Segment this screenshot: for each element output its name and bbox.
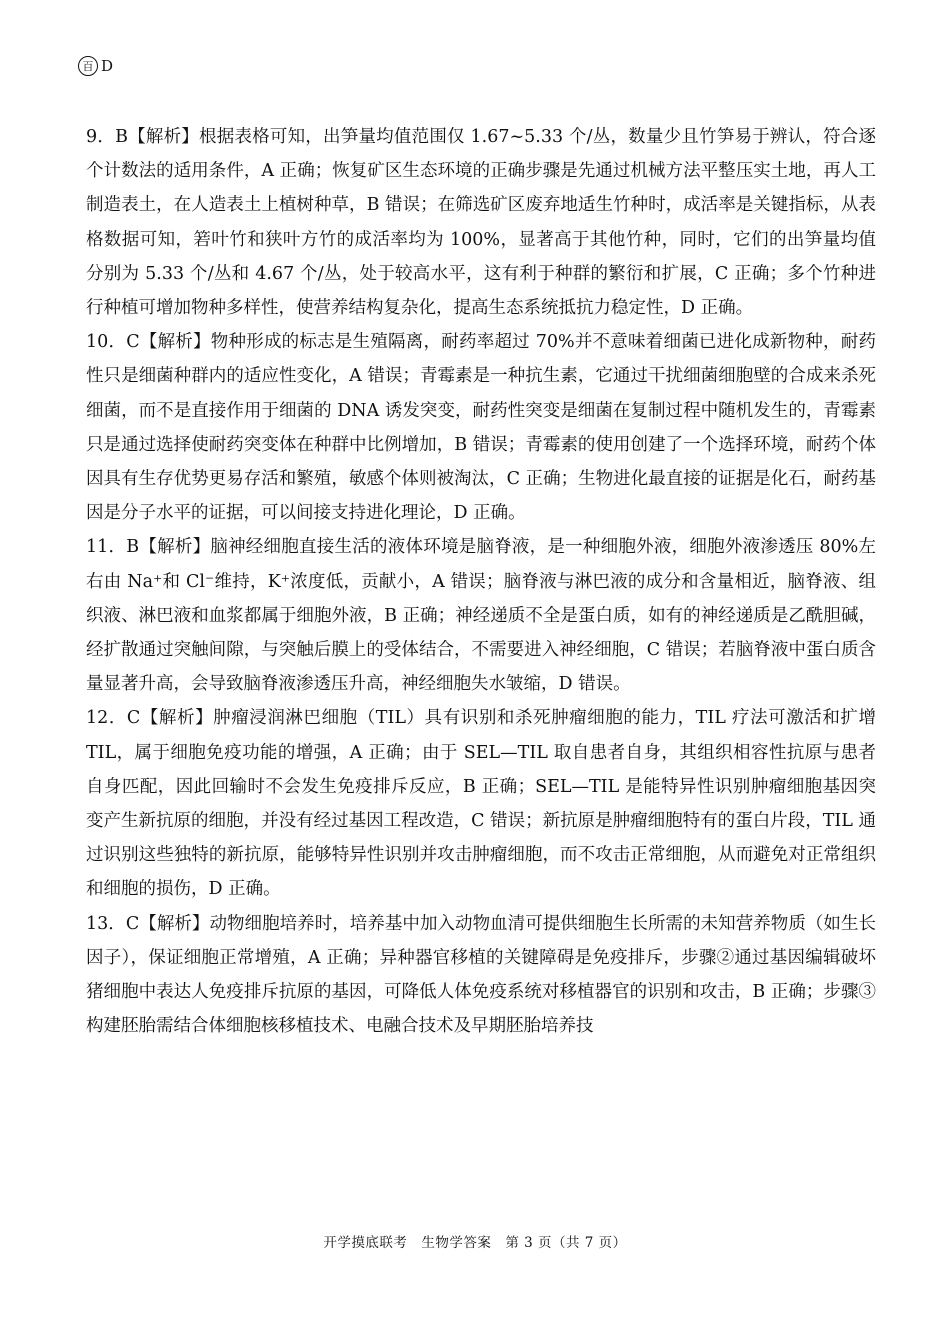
answer-body	[86, 120, 876, 1043]
corner-letter: D	[101, 57, 114, 75]
answer-paragraph-13: 13．C【解析】动物细胞培养时，培养基中加入动物血清可提供细胞生长所需的未知营养物质（如生长因子），保证细胞正常增殖，A 正确；异种器官移植的关键障碍是免疫排斥，步骤②通过基因编辑破坏猪细胞中表达人免疫排斥抗原的基因，可降低人体免疫系统对移植器官的识别和攻击，B 正确；步骤③构建胚胎需结合体细胞核移植技术、电融合技术及早期胚胎培养技	[86, 913, 876, 1037]
page-corner-mark	[78, 56, 113, 76]
page-footer: 开学摸底联考 生物学答案 第 3 页（共 7 页）	[323, 1235, 627, 1251]
answer-paragraph-12: 12．C【解析】肿瘤浸润淋巴细胞（TIL）具有识别和杀死肿瘤细胞的能力，TIL 疗法可激活和扩增 TIL，属于细胞免疫功能的增强，A 正确；由于 SEL—TIL 取自患者自身，其组织相容性抗原与患者自身匹配，因此回输时不会发生免疫排斥反应，B 正确；SEL—TIL 是能特异性识别肿瘤细胞基因突变产生新抗原的细胞，并没有经过基因工程改造，C 错误；新抗原是肿瘤细胞特有的蛋白片段，TIL 通过识别这些独特的新抗原，能够特异性识别并攻击肿瘤细胞，而不攻击正常细胞，从而避免对正常组织和细胞的损伤，D 正确。	[86, 708, 876, 900]
answer-paragraph-9: 9．B【解析】根据表格可知，出笋量均值范围仅 1.67~5.33 个/丛，数量少且竹笋易于辨认，符合逐个计数法的适用条件，A 正确；恢复矿区生态环境的正确步骤是先通过机械方法平整压实土地，再人工制造表土，在人造表土上植树种草，B 错误；在筛选矿区废弃地适生竹种时，成活率是关键指标，从表格数据可知，箬叶竹和狭叶方竹的成活率均为 100%，显著高于其他竹种，同时，它们的出笋量均值分别为 5.33 个/丛和 4.67 个/丛，处于较高水平，这有利于种群的繁衍和扩展，C 正确；多个竹种进行种植可增加物种多样性，使营养结构复杂化，提高生态系统抵抗力稳定性，D 正确。	[86, 127, 876, 319]
answer-paragraph-10: 10．C【解析】物种形成的标志是生殖隔离，耐药率超过 70%并不意味着细菌已进化成新物种，耐药性只是细菌种群内的适应性变化，A 错误；青霉素是一种抗生素，它通过干扰细菌细胞壁的合成来杀死细菌，而不是直接作用于细菌的 DNA 诱发突变，耐药性突变是细菌在复制过程中随机发生的，青霉素只是通过选择使耐药突变体在种群中比例增加，B 错误；青霉素的使用创建了一个选择环境，耐药个体因具有生存优势更易存活和繁殖，敏感个体则被淘汰，C 正确；生物进化最直接的证据是化石，耐药基因是分子水平的证据，可以间接支持进化理论，D 正确。	[86, 332, 876, 524]
circled-character: 百	[78, 56, 98, 76]
answer-paragraph-11: 11．B【解析】脑神经细胞直接生活的液体环境是脑脊液，是一种细胞外液，细胞外液渗透压 80%左右由 Na⁺和 Cl⁻维持，K⁺浓度低，贡献小，A 错误；脑脊液与淋巴液的成分和含量相近，脑脊液、组织液、淋巴液和血浆都属于细胞外液，B 正确；神经递质不全是蛋白质，如有的神经递质是乙酰胆碱，经扩散通过突触间隙，与突触后膜上的受体结合，不需要进入神经细胞，C 错误；若脑脊液中蛋白质含量显著升高，会导致脑脊液渗透压升高，神经细胞失水皱缩，D 错误。	[86, 537, 876, 695]
